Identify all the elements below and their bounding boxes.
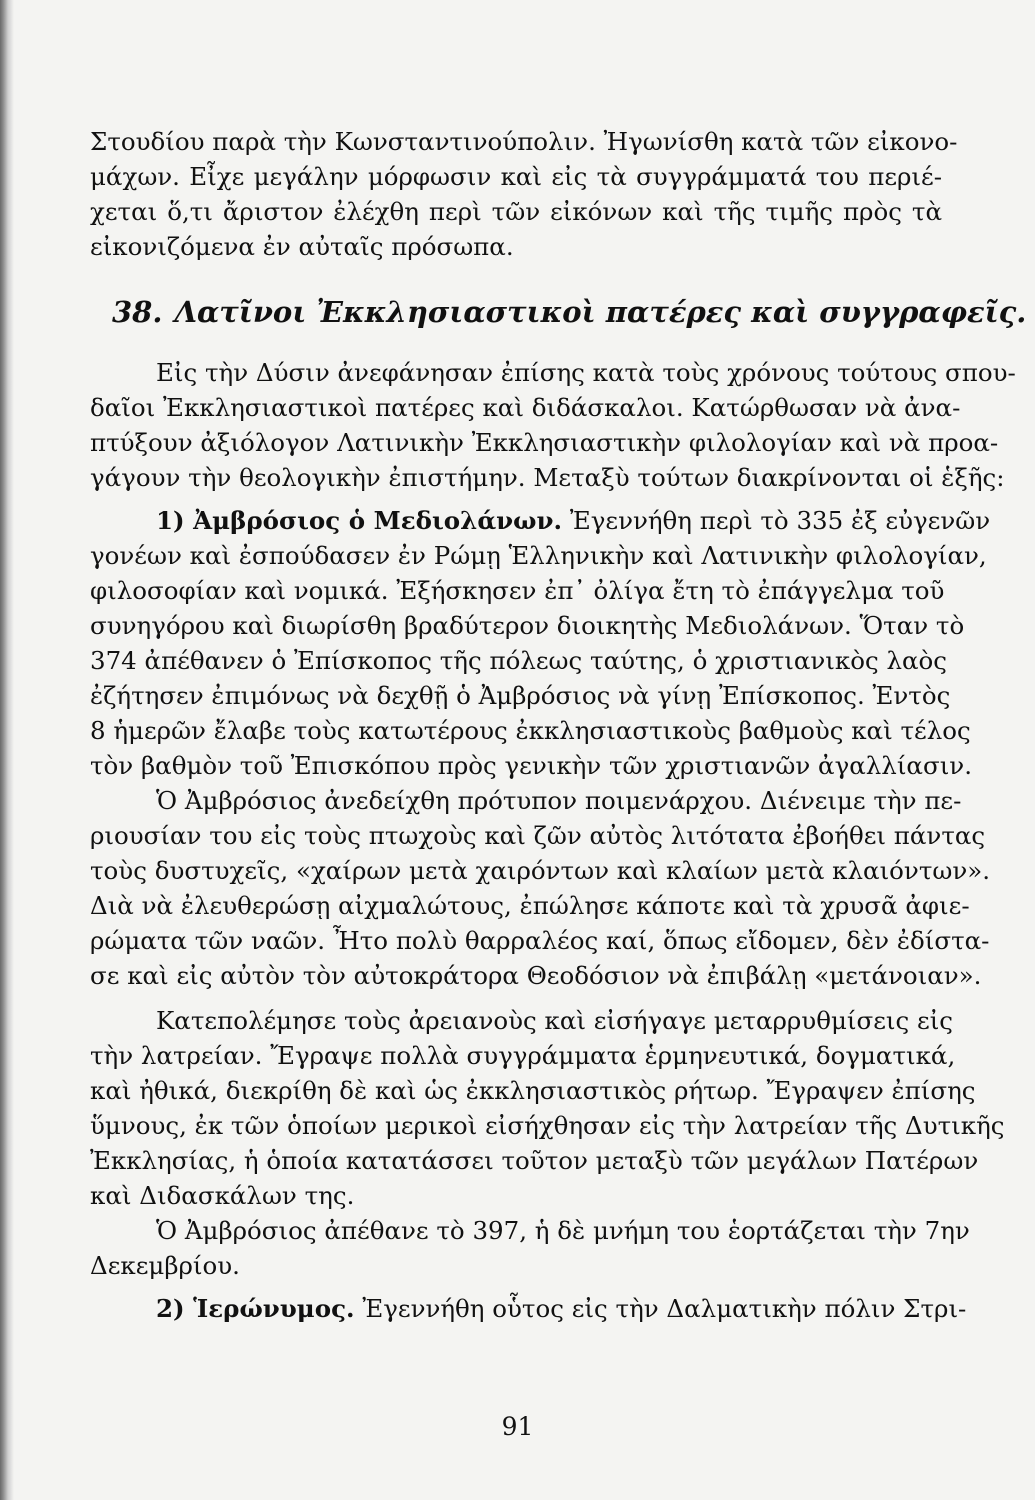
intro-paragraph <box>90 124 958 264</box>
item-label: 2) Ἱερώνυμος. <box>156 1294 355 1323</box>
text-line: 2) Ἱερώνυμος. Ἐγεννήθη οὗτος εἰς τὴν Δαλματικὴν πόλιν Στρι- <box>156 1294 967 1323</box>
text-line: γάγουν τὴν θεολογικὴν ἐπιστήμην. Μεταξὺ τούτων διακρίνονται οἱ ἑξῆς: <box>90 463 1005 492</box>
text-line: ὕμνους, ἐκ τῶν ὁποίων μερικοὶ εἰσήχθησαν εἰς τὴν λατρείαν τῆς Δυτικῆς <box>90 1111 1005 1140</box>
text-line: τοὺς δυστυχεῖς, «χαίρων μετὰ χαιρόντων καὶ κλαίων μετὰ κλαιόντων». <box>90 856 991 885</box>
text-line: τὸν βαθμὸν τοῦ Ἐπισκόπου πρὸς γενικὴν τῶν χριστιανῶν ἀγαλλίασιν. <box>90 751 972 780</box>
text-line: εἰκονιζόμενα ἐν αὐταῖς πρόσωπα. <box>90 232 514 261</box>
text-line: μάχων. Εἶχε μεγάλην μόρφωσιν καὶ εἰς τὰ συγγράμματά του περιέ- <box>90 162 942 191</box>
text-line: Εἰς τὴν Δύσιν ἀνεφάνησαν ἐπίσης κατὰ τοὺς χρόνους τούτους σπου- <box>156 358 1016 387</box>
text-line: ριουσίαν του εἰς τοὺς πτωχοὺς καὶ ζῶν αὐτὸς λιτότατα ἐβοήθει πάντας <box>90 821 986 850</box>
text-line: ἐζήτησεν ἐπιμόνως νὰ δεχθῇ ὁ Ἀμβρόσιος νὰ γίνῃ Ἐπίσκοπος. Ἐντὸς <box>90 681 951 710</box>
section-intro-paragraph <box>90 355 1016 495</box>
page-binding-shadow <box>0 0 14 1500</box>
text-line: Δεκεμβρίου. <box>90 1251 240 1280</box>
text-line: 374 ἀπέθανεν ὁ Ἐπίσκοπος τῆς πόλεως ταύτης, ὁ χριστιανικὸς λαὸς <box>90 646 948 675</box>
text-line: πτύξουν ἀξιόλογον Λατινικὴν Ἐκκλησιαστικὴν φιλολογίαν καὶ νὰ προα- <box>90 428 999 457</box>
text-line: Ὁ Ἀμβρόσιος ἀπέθανε τὸ 397, ἡ δὲ μνήμη του ἑορτάζεται τὴν 7ην <box>156 1216 970 1245</box>
text-line: τὴν λατρείαν. Ἔγραψε πολλὰ συγγράμματα ἑρμηνευτικά, δογματικά, <box>90 1041 956 1070</box>
text-line: καὶ ἠθικά, διεκρίθη δὲ καὶ ὡς ἐκκλησιαστικὸς ρήτωρ. Ἔγραψεν ἐπίσης <box>90 1076 976 1105</box>
item-jerome <box>90 1291 967 1326</box>
text-line: δαῖοι Ἐκκλησιαστικοὶ πατέρες καὶ διδάσκαλοι. Κατώρθωσαν νὰ ἀνα- <box>90 393 961 422</box>
text-line: Ἐκκλησίας, ἡ ὁποία κατατάσσει τοῦτον μεταξὺ τῶν μεγάλων Πατέρων <box>90 1146 979 1175</box>
page-number: 91 <box>501 1412 534 1441</box>
text-line: σε καὶ εἰς αὐτὸν τὸν αὐτοκράτορα Θεοδόσιον νὰ ἐπιβάλῃ «μετάνοιαν». <box>90 961 982 990</box>
text-line: Ὁ Ἀμβρόσιος ἀνεδείχθη πρότυπον ποιμενάρχου. Διένειμε τὴν πε- <box>156 786 962 815</box>
item-ambrose <box>90 503 1005 1283</box>
text-line: γονέων καὶ ἐσπούδασεν ἐν Ρώμῃ Ἑλληνικὴν καὶ Λατινικὴν φιλολογίαν, <box>90 541 987 570</box>
text-line: ρώματα τῶν ναῶν. Ἦτο πολὺ θαρραλέος καί, ὅπως εἴδομεν, δὲν ἐδίστα- <box>90 926 990 955</box>
text-line: φιλοσοφίαν καὶ νομικά. Ἐξήσκησεν ἐπ᾿ ὀλίγα ἔτη τὸ ἐπάγγελμα τοῦ <box>90 576 945 605</box>
section-number: 38. <box>112 295 163 329</box>
text-line: 1) Ἀμβρόσιος ὁ Μεδιολάνων. Ἐγεννήθη περὶ τὸ 335 ἐξ εὐγενῶν <box>156 506 991 535</box>
text-line: Στουδίου παρὰ τὴν Κωνσταντινούπολιν. Ἠγωνίσθη κατὰ τῶν εἰκονο- <box>90 127 958 156</box>
section-title: Λατῖνοι Ἐκκλησιαστικοὶ πατέρες καὶ συγγραφεῖς. <box>174 295 1027 329</box>
text-line: 8 ἡμερῶν ἔλαβε τοὺς κατωτέρους ἐκκλησιαστικοὺς βαθμοὺς καὶ τέλος <box>90 716 971 745</box>
text-line: χεται ὅ,τι ἄριστον ἐλέχθη περὶ τῶν εἰκόνων καὶ τῆς τιμῆς πρὸς τὰ <box>90 197 942 226</box>
text-line: Κατεπολέμησε τοὺς ἀρειανοὺς καὶ εἰσήγαγε μεταρρυθμίσεις εἰς <box>156 1006 954 1035</box>
item-label: 1) Ἀμβρόσιος ὁ Μεδιολάνων. <box>156 506 563 535</box>
text-line: Διὰ νὰ ἐλευθερώσῃ αἰχμαλώτους, ἐπώλησε κάποτε καὶ τὰ χρυσᾶ ἀφιε- <box>90 891 970 920</box>
text-line: συνηγόρου καὶ διωρίσθη βραδύτερον διοικητὴς Μεδιολάνων. Ὅταν τὸ <box>90 611 965 640</box>
section-heading <box>90 290 1027 334</box>
text-line: καὶ Διδασκάλων της. <box>90 1181 355 1210</box>
page-text <box>90 124 1027 1326</box>
